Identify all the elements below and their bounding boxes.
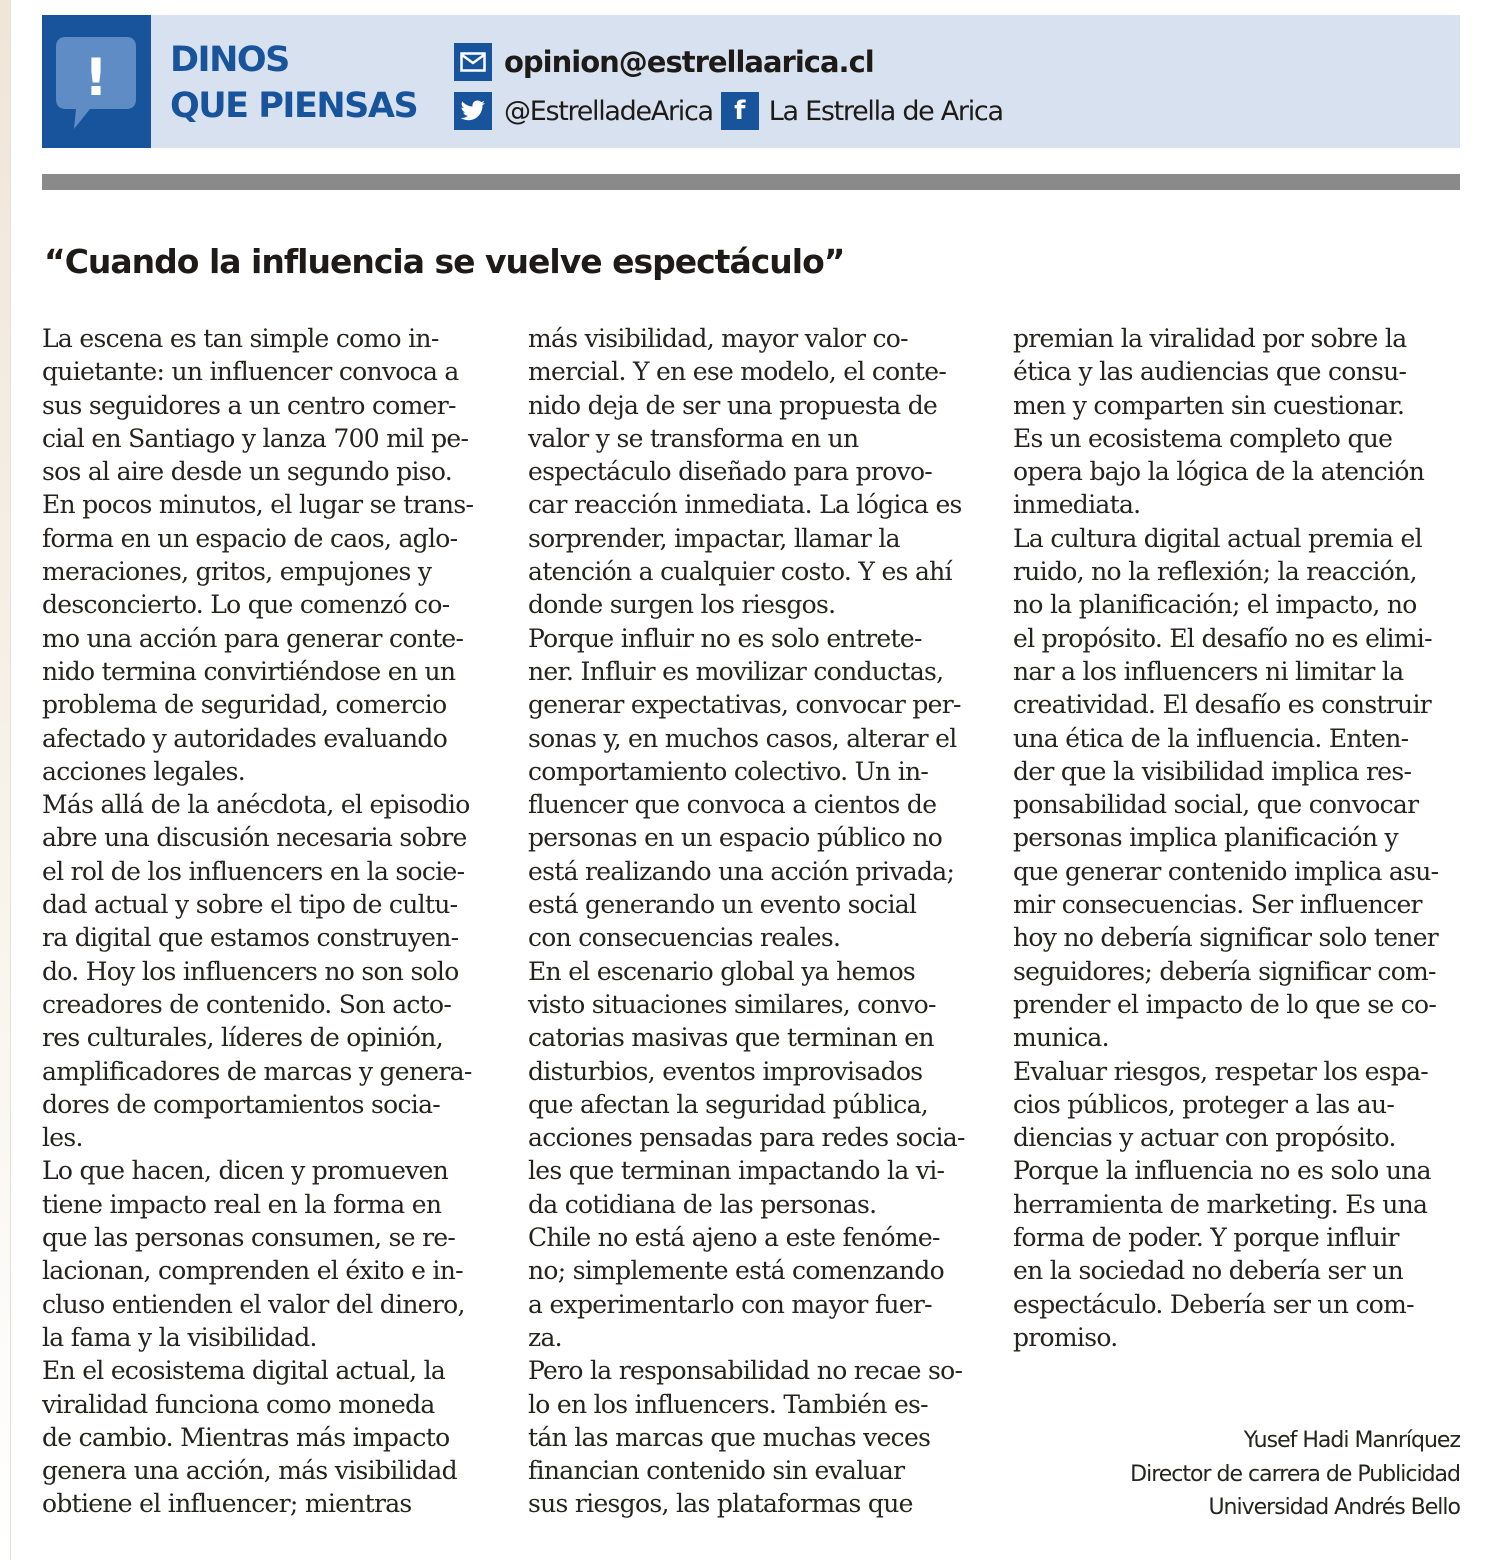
text-line: creadores de contenido. Son acto- [42, 989, 452, 1019]
text-line: premian la viralidad por sobre la [1013, 324, 1407, 353]
text-line: que las personas consumen, se re- [42, 1223, 456, 1253]
section-title-line2: QUE PIENSAS [170, 86, 418, 126]
text-line: cios públicos, proteger a las au- [1013, 1089, 1395, 1119]
text-line: do. Hoy los influencers no son solo [42, 956, 459, 986]
text-line: generar expectativas, convocar per- [528, 690, 961, 720]
text-line: Es un ecosistema completo que [1013, 423, 1393, 453]
speech-bubble-logo [42, 15, 151, 148]
text-line: herramienta de marketing. Es una [1013, 1189, 1428, 1219]
text-line: nido deja de ser una propuesta de [528, 390, 938, 420]
text-line: promiso. [1013, 1322, 1118, 1352]
text-line: prender el impacto de lo que se co- [1013, 989, 1437, 1019]
text-line: una ética de la influencia. Enten- [1013, 723, 1409, 753]
text-line: car reacción inmediata. La lógica es [528, 490, 962, 520]
opinion-header [42, 15, 1460, 148]
text-line: está realizando una acción privada; [528, 856, 955, 886]
text-line: en la sociedad no debería ser un [1013, 1256, 1404, 1286]
author-signature [1130, 1424, 1460, 1525]
text-line: seguidores; debería significar com- [1013, 956, 1436, 986]
text-line: de cambio. Mientras más impacto [42, 1422, 450, 1452]
text-line: el propósito. El desafío no es elimi- [1013, 623, 1432, 653]
header-divider [42, 174, 1460, 190]
article-column-2 [528, 322, 998, 1521]
facebook-page[interactable]: La Estrella de Arica [768, 95, 1003, 127]
text-line: fluencer que convoca a cientos de [528, 790, 937, 820]
text-line: tiene impacto real en la forma en [42, 1189, 442, 1219]
text-line: dores de comportamientos socia- [42, 1089, 441, 1119]
text-line: forma en un espacio de caos, aglo- [42, 523, 458, 553]
text-line: acciones legales. [42, 756, 245, 786]
article-column-3 [1013, 322, 1463, 1354]
author-name: Yusef Hadi Manríquez [1243, 1428, 1460, 1453]
text-line: hoy no debería significar solo tener [1013, 923, 1439, 953]
exclamation-mark: ! [84, 48, 108, 108]
text-line: afectado y autoridades evaluando [42, 723, 448, 753]
text-line: mo una acción para generar conte- [42, 623, 464, 653]
text-line: sorprender, impactar, llamar la [528, 523, 900, 553]
facebook-icon: f [721, 92, 759, 130]
text-line: mercial. Y en ese modelo, el conte- [528, 357, 947, 387]
text-line: no; simplemente está comenzando [528, 1256, 944, 1286]
text-line: que afectan la seguridad pública, [528, 1089, 929, 1119]
article-column-1 [42, 322, 512, 1521]
text-line: personas implica planificación y [1013, 823, 1398, 853]
text-line: abre una discusión necesaria sobre [42, 823, 467, 853]
text-line: Más allá de la anécdota, el episodio [42, 790, 470, 820]
text-line: a experimentarlo con mayor fuer- [528, 1289, 932, 1319]
text-line: munica. [1013, 1023, 1109, 1053]
author-institution: Universidad Andrés Bello [1208, 1495, 1460, 1520]
text-line: sos al aire desde un segundo piso. [42, 457, 453, 487]
text-line: personas en un espacio público no [528, 823, 943, 853]
text-line: mir consecuencias. Ser influencer [1013, 890, 1422, 920]
text-line: Evaluar riesgos, respetar los espa- [1013, 1056, 1429, 1086]
author-role: Director de carrera de Publicidad [1130, 1461, 1460, 1487]
text-line: diencias y actuar con propósito. [1013, 1123, 1396, 1153]
text-line: visto situaciones similares, convo- [528, 989, 936, 1019]
email-row [454, 43, 874, 81]
text-line: disturbios, eventos improvisados [528, 1056, 923, 1086]
text-line: no la planificación; el impacto, no [1013, 590, 1417, 620]
text-line: sus riesgos, las plataformas que [528, 1489, 913, 1519]
text-line: ponsabilidad social, que convocar [1013, 790, 1419, 820]
text-line: lo en los influencers. También es- [528, 1389, 928, 1419]
text-line: financian contenido sin evaluar [528, 1456, 905, 1486]
text-line: con consecuencias reales. [528, 923, 841, 953]
text-line: espectáculo. Debería ser un com- [1013, 1289, 1414, 1319]
text-line: amplificadores de marcas y genera- [42, 1056, 472, 1086]
text-line: espectáculo diseñado para provo- [528, 457, 933, 487]
text-line: res culturales, líderes de opinión, [42, 1023, 443, 1053]
text-line: está generando un evento social [528, 890, 917, 920]
text-line: da cotidiana de las personas. [528, 1189, 877, 1219]
text-line: der que la visibilidad implica res- [1013, 756, 1412, 786]
text-line: nar a los influencers ni limitar la [1013, 656, 1404, 686]
text-line: más visibilidad, mayor valor co- [528, 324, 908, 353]
text-line: creatividad. El desafío es construir [1013, 690, 1431, 720]
text-line: comportamiento colectivo. Un in- [528, 756, 929, 786]
text-line: les. [42, 1123, 83, 1153]
text-line: meraciones, gritos, empujones y [42, 557, 432, 587]
text-line: donde surgen los riesgos. [528, 590, 836, 620]
text-line: Pero la responsabilidad no recae so- [528, 1356, 963, 1386]
twitter-icon [454, 92, 492, 130]
text-line: valor y se transforma en un [528, 423, 859, 453]
text-line: cial en Santiago y lanza 700 mil pe- [42, 423, 469, 453]
text-line: el rol de los influencers en la socie- [42, 856, 465, 886]
text-line: obtiene el influencer; mientras [42, 1489, 412, 1519]
text-line: En pocos minutos, el lugar se trans- [42, 490, 474, 520]
text-line: la fama y la visibilidad. [42, 1322, 317, 1352]
text-line: ner. Influir es movilizar conductas, [528, 656, 944, 686]
text-line: opera bajo la lógica de la atención [1013, 457, 1425, 487]
text-line: La escena es tan simple como in- [42, 324, 439, 353]
text-line: ética y las audiencias que consu- [1013, 357, 1407, 387]
text-line: ra digital que estamos construyen- [42, 923, 459, 953]
text-line: za. [528, 1322, 562, 1352]
text-line: sonas y, en muchos casos, alterar el [528, 723, 957, 753]
text-line: Porque la influencia no es solo una [1013, 1156, 1431, 1186]
section-title-line1: DINOS [170, 40, 289, 80]
section-title [170, 37, 417, 129]
text-line: En el ecosistema digital actual, la [42, 1356, 446, 1386]
text-line: viralidad funciona como moneda [42, 1389, 435, 1419]
text-line: sus seguidores a un centro comer- [42, 390, 456, 420]
text-line: inmediata. [1013, 490, 1141, 520]
text-line: forma de poder. Y porque influir [1013, 1223, 1399, 1253]
speech-bubble-icon [52, 33, 140, 133]
text-line: desconcierto. Lo que comenzó co- [42, 590, 450, 620]
text-line: cluso entienden el valor del dinero, [42, 1289, 465, 1319]
text-line: les que terminan impactando la vi- [528, 1156, 945, 1186]
text-line: catorias masivas que terminan en [528, 1023, 934, 1053]
text-line: En el escenario global ya hemos [528, 956, 916, 986]
text-line: quietante: un influencer convoca a [42, 357, 459, 387]
social-row [454, 92, 1003, 130]
text-line: La cultura digital actual premia el [1013, 523, 1422, 553]
text-line: Chile no está ajeno a este fenóme- [528, 1223, 940, 1253]
text-line: atención a cualquier costo. Y es ahí [528, 557, 952, 587]
email-address[interactable]: opinion@estrellaarica.cl [504, 45, 874, 79]
text-line: lacionan, comprenden el éxito e in- [42, 1256, 463, 1286]
text-line: nido termina convirtiéndose en un [42, 656, 456, 686]
text-line: ruido, no la reflexión; la reacción, [1013, 557, 1417, 587]
text-line: tán las marcas que muchas veces [528, 1422, 931, 1452]
text-line: genera una acción, más visibilidad [42, 1456, 457, 1486]
text-line: que generar contenido implica asu- [1013, 856, 1439, 886]
text-line: Porque influir no es solo entrete- [528, 623, 922, 653]
text-line: acciones pensadas para redes socia- [528, 1123, 965, 1153]
text-line: men y comparten sin cuestionar. [1013, 390, 1405, 420]
mail-icon [454, 43, 492, 81]
text-line: Lo que hacen, dicen y promueven [42, 1156, 449, 1186]
page-margin-strip [0, 0, 11, 1560]
article-headline: “Cuando la influencia se vuelve espectáculo” [44, 242, 845, 281]
twitter-handle[interactable]: @EstrelladeArica [504, 95, 713, 127]
text-line: dad actual y sobre el tipo de cultu- [42, 890, 458, 920]
text-line: problema de seguridad, comercio [42, 690, 447, 720]
